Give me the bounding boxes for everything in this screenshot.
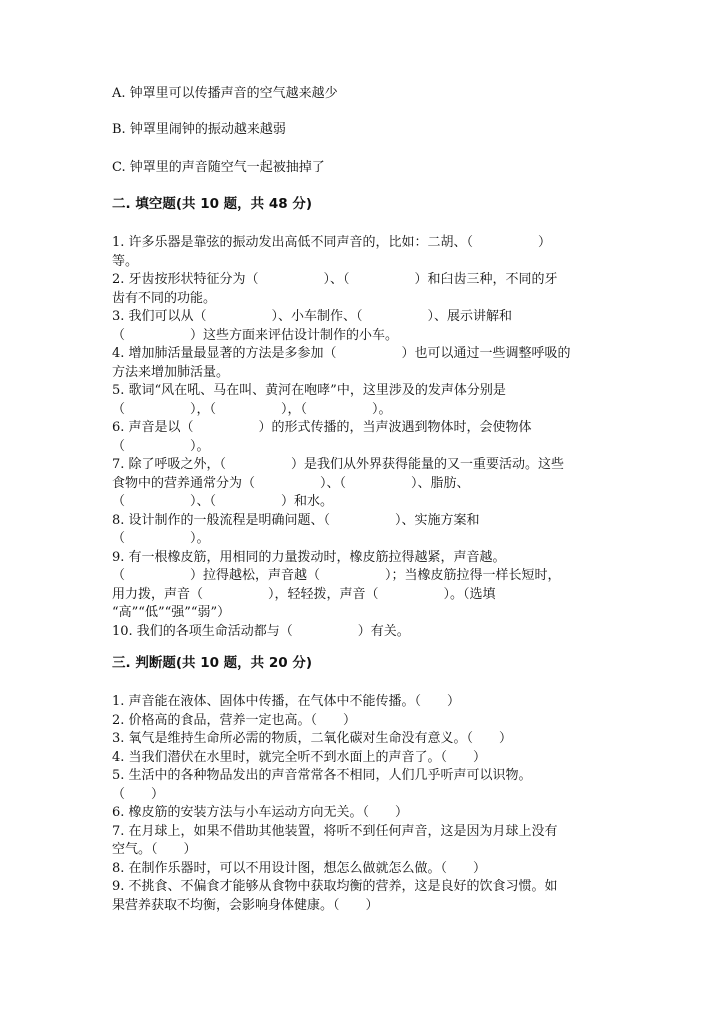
true-false-question: 7. 在月球上，如果不借助其他装置，将听不到任何声音，这是因为月球上没有 空气。（ ） [112,823,558,857]
fill-in-question-list [112,234,612,641]
true-false-question: 6. 橡皮筋的安装方法与小车运动方向无关。（ ） [112,805,409,820]
fill-in-question: 8. 设计制作的一般流程是明确问题、（ ）、实施方案和 （ ）。 [112,512,480,546]
true-false-question: 9. 不挑食、不偏食才能够从食物中获取均衡的营养，这是良好的饮食习惯。如 果营养获取不均衡，会影响身体健康。（ ） [112,879,558,913]
fill-in-question: 4. 增加肺活量最显著的方法是多参加（ ）也可以通过一些调整呼吸的 方法来增加肺活量。 [112,346,571,380]
section-title-fill-in: 二. 填空题(共 10 题，共 48 分) [112,196,313,212]
true-false-question: 2. 价格高的食品，营养一定也高。（ ） [112,712,357,728]
true-false-question: 8. 在制作乐器时，可以不用设计图，想怎么做就怎么做。（ ） [112,860,487,876]
true-false-question: 4. 当我们潜伏在水里时，就完全听不到水面上的声音了。（ ） [112,749,487,765]
section-title-true-false: 三. 判断题(共 10 题，共 20 分) [112,655,313,671]
fill-in-question: 7. 除了呼吸之外，（ ）是我们从外界获得能量的又一重要活动。这些 食物中的营养通常分为（ ）、（ ）、脂肪、 （ ）、（ ）和水。 [112,457,565,509]
exam-page [112,84,612,915]
option-b: B. 钟罩里闹钟的振动越来越弱 [112,122,286,137]
option-a: A. 钟罩里可以传播声音的空气越来越少 [112,86,338,101]
true-false-question: 1. 声音能在液体、固体中传播，在气体中不能传播。（ ） [112,694,461,709]
fill-in-question: 10. 我们的各项生命活动都与（ ）有关。 [112,623,410,639]
true-false-question: 5. 生活中的各种物品发出的声音常常各不相同，人们几乎听声可以识物。 （ ） [112,768,532,802]
fill-in-question: 1. 许多乐器是靠弦的振动发出高低不同声音的，比如：二胡、（ ） 等。 [112,235,552,269]
fill-in-question: 3. 我们可以从（ ）、小车制作、（ ）、展示讲解和 （ ）这些方面来评估设计制作的小车。 [112,309,513,343]
true-false-question: 3. 氧气是维持生命所必需的物质，二氧化碳对生命没有意义。（ ） [112,731,513,746]
fill-in-question: 5. 歌词“风在吼、马在叫、黄河在咆哮”中，这里涉及的发声体分别是 （ ），（ ），（ ）。 [112,383,506,417]
option-c: C. 钟罩里的声音随空气一起被抽掉了 [112,160,325,175]
true-false-question-list [112,693,612,915]
fill-in-question: 2. 牙齿按形状特征分为（ ）、（ ）和臼齿三种，不同的牙 齿有不同的功能。 [112,272,558,306]
fill-in-question: 9. 有一根橡皮筋，用相同的力量拨动时，橡皮筋拉得越紧，声音越。 （ ）拉得越松，声音越（ ）；当橡皮筋拉得一样长短时， 用力拨，声音（ ），轻轻拨，声音（ ）。（选填 “高”“低”“强”“弱”） [112,549,561,620]
fill-in-question: 6. 声音是以（ ）的形式传播的，当声波遇到物体时，会使物体 （ ）。 [112,420,532,454]
